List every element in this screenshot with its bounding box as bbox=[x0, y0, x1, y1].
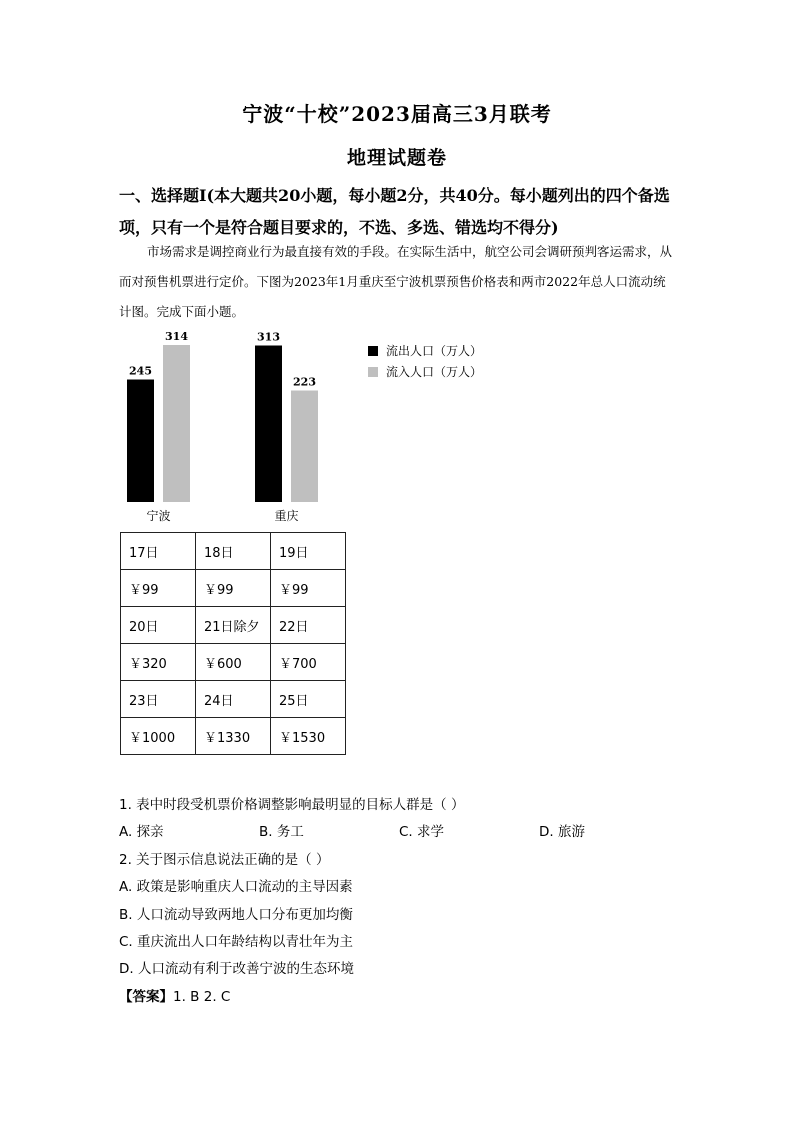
section-heading: 一、选择题Ⅰ(本大题共20小题，每小题2分，共40分。每小题列出的四个备选项，只有一个是符合题目要求的，不选、多选、错选均不得分) bbox=[119, 186, 670, 237]
legend-swatch-outflow bbox=[368, 346, 378, 356]
legend-item-outflow bbox=[368, 340, 482, 361]
table-cell: 23日 bbox=[121, 681, 196, 718]
chart-legend bbox=[368, 340, 482, 382]
category-label: 宁波 bbox=[146, 509, 171, 523]
intro-paragraph: 市场需求是调控商业行为最直接有效的手段。在实际生活中，航空公司会调研预判客运需求，从而对预售机票进行定价。下图为2023年1月重庆至宁波机票预售价格表和两市2022年总人口流动统计图。完成下面小题。 bbox=[119, 244, 673, 319]
option-a: A. 探亲 bbox=[119, 824, 164, 840]
table-row bbox=[121, 718, 346, 755]
table-cell: ￥700 bbox=[271, 644, 346, 681]
data-label: 313 bbox=[257, 330, 280, 344]
price-table bbox=[120, 532, 346, 755]
table-cell: ￥99 bbox=[121, 570, 196, 607]
table-cell: ￥1000 bbox=[121, 718, 196, 755]
question-1-options bbox=[119, 820, 679, 840]
table-cell: 22日 bbox=[271, 607, 346, 644]
table-cell: ￥99 bbox=[271, 570, 346, 607]
page-title: 宁波“十校”2023届高三3月联考 bbox=[242, 102, 552, 126]
question-2: 2. 关于图示信息说法正确的是（ ） bbox=[119, 852, 330, 868]
legend-label-inflow: 流入人口（万人） bbox=[386, 365, 483, 379]
category-label: 重庆 bbox=[274, 509, 299, 523]
table-cell: 24日 bbox=[196, 681, 271, 718]
legend-item-inflow bbox=[368, 361, 482, 382]
table-row bbox=[121, 533, 346, 570]
option-d: D. 旅游 bbox=[539, 824, 585, 840]
table-cell: ￥600 bbox=[196, 644, 271, 681]
answer-value: 1. B 2. C bbox=[173, 989, 231, 1005]
question-1: 1. 表中时段受机票价格调整影响最明显的目标人群是（ ） bbox=[119, 797, 465, 813]
data-label: 245 bbox=[129, 364, 152, 378]
table-cell: 17日 bbox=[121, 533, 196, 570]
answer-label: 【答案】 bbox=[119, 989, 173, 1005]
population-flow-chart bbox=[119, 322, 349, 530]
table-cell: 19日 bbox=[271, 533, 346, 570]
bar-outflow-1 bbox=[255, 346, 282, 503]
data-label: 223 bbox=[293, 375, 316, 389]
legend-label-outflow: 流出人口（万人） bbox=[386, 344, 483, 358]
table-cell: ￥99 bbox=[196, 570, 271, 607]
table-cell: 20日 bbox=[121, 607, 196, 644]
legend-swatch-inflow bbox=[368, 367, 378, 377]
option-a: A. 政策是影响重庆人口流动的主导因素 bbox=[119, 879, 353, 895]
option-c: C. 重庆流出人口年龄结构以青壮年为主 bbox=[119, 934, 354, 950]
page-subtitle: 地理试题卷 bbox=[346, 147, 447, 169]
table-cell: 18日 bbox=[196, 533, 271, 570]
table-row bbox=[121, 607, 346, 644]
option-b: B. 务工 bbox=[259, 824, 304, 840]
bar-inflow-0 bbox=[163, 345, 190, 502]
table-row bbox=[121, 644, 346, 681]
bar-inflow-1 bbox=[291, 391, 318, 503]
table-cell: ￥1330 bbox=[196, 718, 271, 755]
data-label: 314 bbox=[165, 330, 188, 343]
table-cell: ￥320 bbox=[121, 644, 196, 681]
table-row bbox=[121, 681, 346, 718]
bar-outflow-0 bbox=[127, 380, 154, 503]
option-c: C. 求学 bbox=[399, 824, 445, 840]
table-cell: 21日除夕 bbox=[196, 607, 271, 644]
option-d: D. 人口流动有利于改善宁波的生态环境 bbox=[119, 961, 354, 977]
table-cell: ￥1530 bbox=[271, 718, 346, 755]
table-row bbox=[121, 570, 346, 607]
option-b: B. 人口流动导致两地人口分布更加均衡 bbox=[119, 907, 353, 923]
table-cell: 25日 bbox=[271, 681, 346, 718]
answer-line bbox=[119, 985, 230, 1005]
